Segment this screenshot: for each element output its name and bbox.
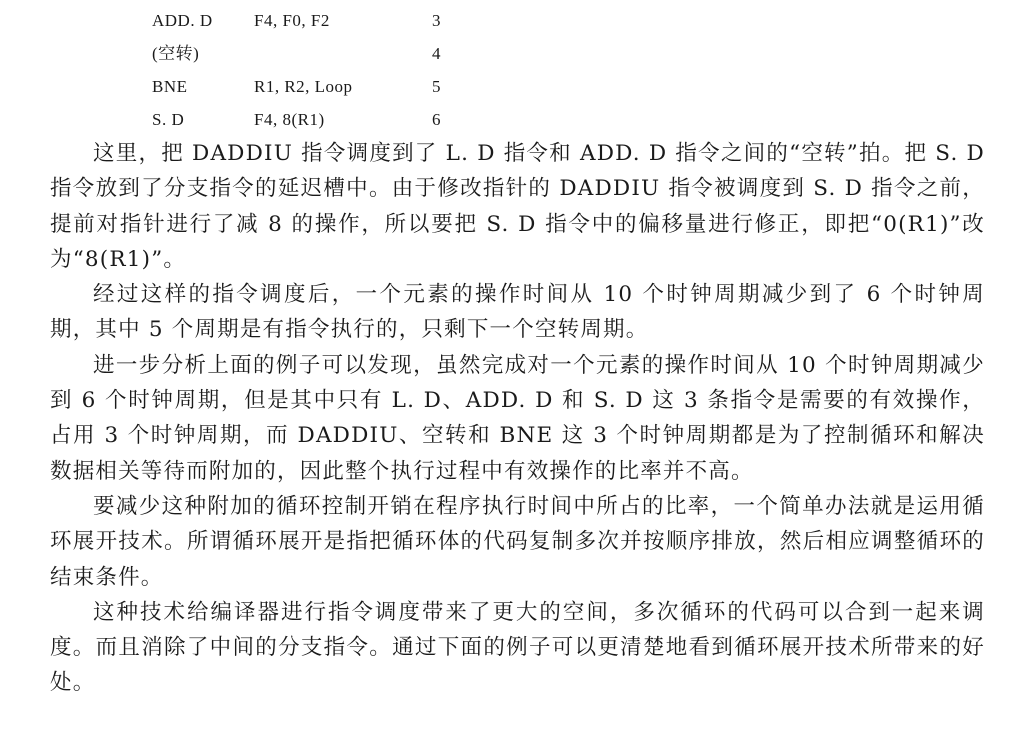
code-cycle: 4 [432,44,441,63]
paragraph: 经过这样的指令调度后，一个元素的操作时间从 10 个时钟周期减少到了 6 个时钟周期，其中 5 个周期是有指令执行的，只剩下一个空转周期。 [50,282,985,343]
code-opcode: S. D [152,110,185,129]
code-row [152,103,452,136]
instruction-schedule-table [152,4,452,136]
code-cycle: 6 [432,110,441,129]
paragraph: 这里，把 DADDIU 指令调度到了 L. D 指令和 ADD. D 指令之间的“空转”拍。把 S. D指令放到了分支指令的延迟槽中。由于修改指针的 DADDIU 指令被调度到 S. D 指令之前，提前对指针进行了减 8 的操作，所以要把 S. D 指令中的偏移量进行修正，即把“0(R1)”改为“8(R1)”。 [50,141,985,272]
code-row [152,4,452,37]
code-operands: R1, R2, Loop [254,77,353,96]
code-opcode: ADD. D [152,11,213,30]
code-operands: F4, 8(R1) [254,110,325,129]
body-text [50,136,985,701]
paragraph: 这种技术给编译器进行指令调度带来了更大的空间，多次循环的代码可以合到一起来调度。而且消除了中间的分支指令。通过下面的例子可以更清楚地看到循环展开技术所带来的好处。 [50,599,985,696]
code-cycle: 5 [432,77,441,96]
code-opcode: (空转) [152,44,200,63]
code-row [152,37,452,70]
code-operands: F4, F0, F2 [254,11,330,30]
code-row [152,70,452,103]
paragraph: 进一步分析上面的例子可以发现，虽然完成对一个元素的操作时间从 10 个时钟周期减少到 6 个时钟周期，但是其中只有 L. D、ADD. D 和 S. D 这 3 条指令是需要的有效操作，占用 3 个时钟周期，而 DADDIU、空转和 BNE 这 3 个时钟周期都是为了控制循环和解决数据相关等待而附加的，因此整个执行过程中有效操作的比率并不高。 [50,352,985,484]
paragraph: 要减少这种附加的循环控制开销在程序执行时间中所占的比率，一个简单办法就是运用循环展开技术。所谓循环展开是指把循环体的代码复制多次并按顺序排放，然后相应调整循环的结束条件。 [50,493,985,590]
code-cycle: 3 [432,11,441,30]
code-opcode: BNE [152,77,188,96]
